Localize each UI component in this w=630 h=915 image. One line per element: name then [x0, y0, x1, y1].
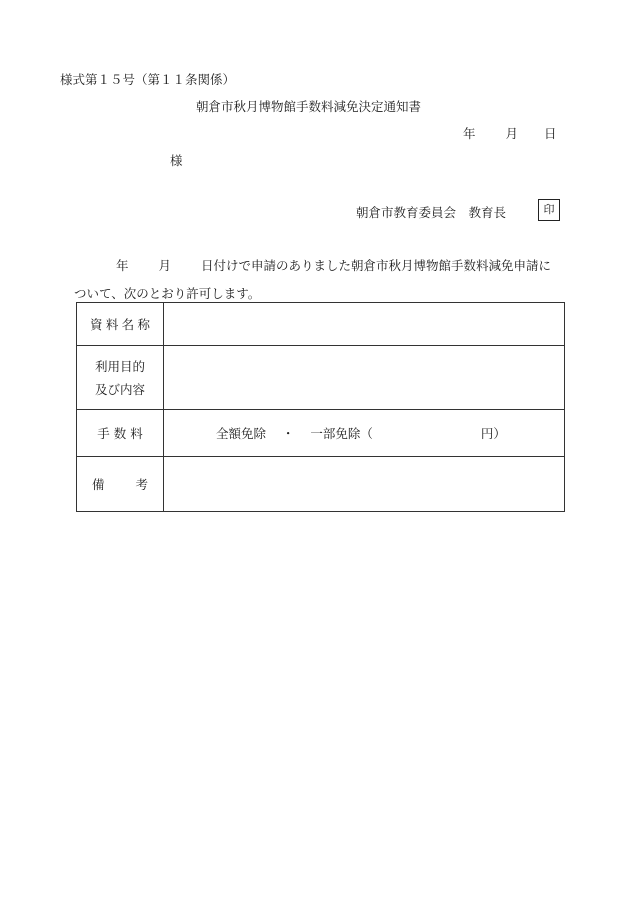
notice-body-text: 日付けで申請のありました朝倉市秋月博物館手数料減免申請に: [201, 258, 552, 273]
fee-yen-unit: 円）: [480, 426, 506, 441]
purpose-value: [164, 346, 565, 410]
fee-separator: ・: [281, 426, 295, 441]
date-day: 日: [544, 126, 557, 141]
table-row-material: [77, 303, 565, 346]
fee-partial-exemption: 一部免除（: [310, 426, 373, 441]
notice-month: 月: [158, 258, 172, 273]
issue-date: [463, 124, 557, 142]
table-row-remarks: [77, 457, 565, 512]
purpose-label-line2: 及び内容: [94, 381, 145, 397]
notice-text-line2: ついて、次のとおり許可します。: [74, 286, 261, 301]
notice-text-line1: [116, 256, 551, 274]
notice-year: 年: [116, 258, 129, 273]
date-year: 年: [463, 126, 476, 141]
remarks-label: 備 考: [77, 457, 164, 512]
purpose-label: [77, 346, 164, 410]
seal-mark: 印: [538, 199, 560, 221]
form-number: 様式第１５号（第１１条関係）: [60, 72, 236, 87]
remarks-value: [164, 457, 565, 512]
material-name-value: [164, 303, 565, 346]
document-title: 朝倉市秋月博物館手数料減免決定通知書: [196, 99, 422, 114]
issuer-name: 朝倉市教育委員会 教育長: [356, 205, 507, 220]
fee-value: [164, 410, 565, 457]
table-row-purpose: [77, 346, 565, 410]
date-month: 月: [505, 126, 519, 141]
table-row-fee: [77, 410, 565, 457]
purpose-label-line1: 利用目的: [94, 358, 145, 374]
material-name-label: 資料名称: [77, 303, 164, 346]
fee-label: 手 数 料: [77, 410, 164, 457]
detail-table: [76, 302, 565, 512]
addressee-suffix: 様: [170, 153, 183, 168]
fee-full-exemption: 全額免除: [216, 426, 267, 441]
